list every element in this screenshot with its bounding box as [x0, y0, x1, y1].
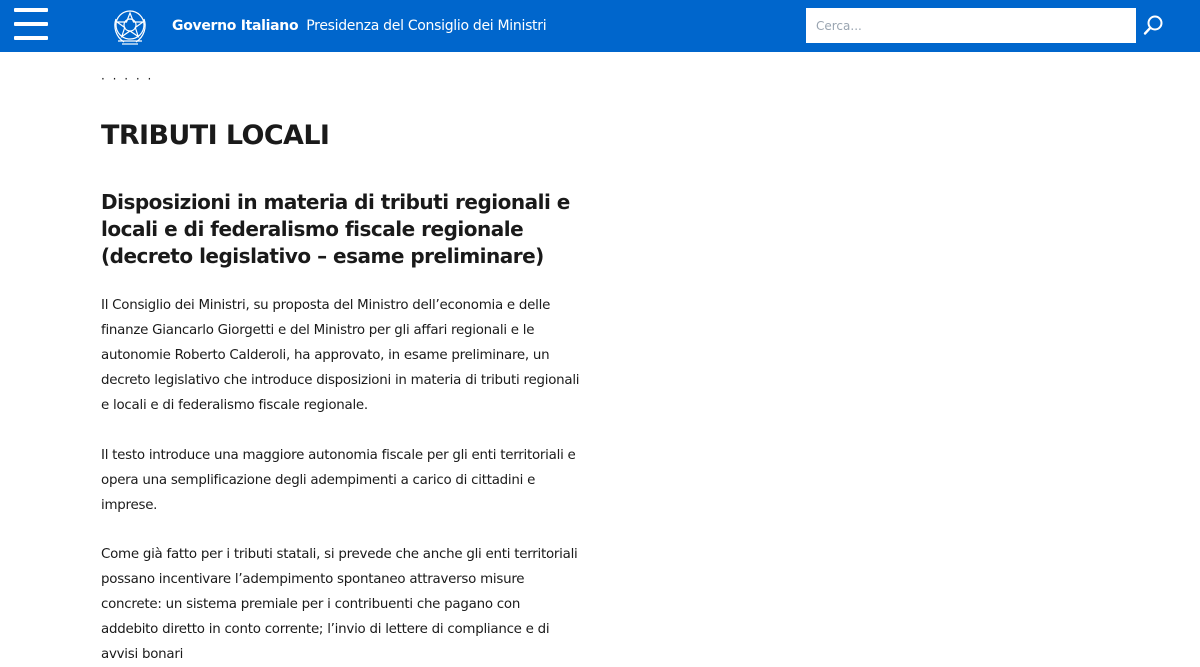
article-paragraph: Come già fatto per i tributi statali, si prevede che anche gli enti territoriali possano incentivare l’adempimento spontaneo attraverso misure concrete: un sistema premiale per i contribuenti che pagano con addebito diretto in conto corrente; l’invio di lettere di compliance e di avvisi bonari — [101, 547, 578, 662]
site-brand[interactable] — [172, 0, 546, 52]
brand-secondary[interactable]: Presidenza del Consiglio dei Ministri — [306, 18, 547, 34]
article-paragraph: Il testo introduce una maggiore autonomia fiscale per gli enti territoriali e opera una semplificazione degli adempimenti a carico di cittadini e imprese. — [101, 448, 576, 513]
menu-line — [14, 8, 48, 12]
article-subtitle: Disposizioni in materia di tributi regionali e locali e di federalismo fiscale regionale (decreto legislativo – esame preliminare) — [101, 190, 570, 268]
menu-line — [14, 22, 48, 26]
article-paragraph: Il Consiglio dei Ministri, su proposta del Ministro dell’economia e delle finanze Giancarlo Giorgetti e del Ministro per gli affari regionali e le autonomie Roberto Calderoli, ha approvato, in esame preliminare, un decreto legislativo che introduce disposizioni in materia di tributi regionali e locali e di federalismo fiscale regionale. — [101, 298, 580, 413]
menu-line — [14, 36, 48, 40]
search-input[interactable] — [806, 8, 1136, 43]
top-navigation-bar — [0, 0, 1200, 52]
breadcrumb[interactable]: · · · · · — [101, 72, 154, 86]
hamburger-menu-icon[interactable] — [14, 7, 48, 41]
page-title: TRIBUTI LOCALI — [101, 120, 330, 151]
search-button[interactable] — [1136, 8, 1170, 43]
italian-republic-emblem-icon[interactable] — [110, 5, 150, 47]
search-icon — [1136, 8, 1170, 43]
brand-primary[interactable]: Governo Italiano — [172, 18, 299, 34]
